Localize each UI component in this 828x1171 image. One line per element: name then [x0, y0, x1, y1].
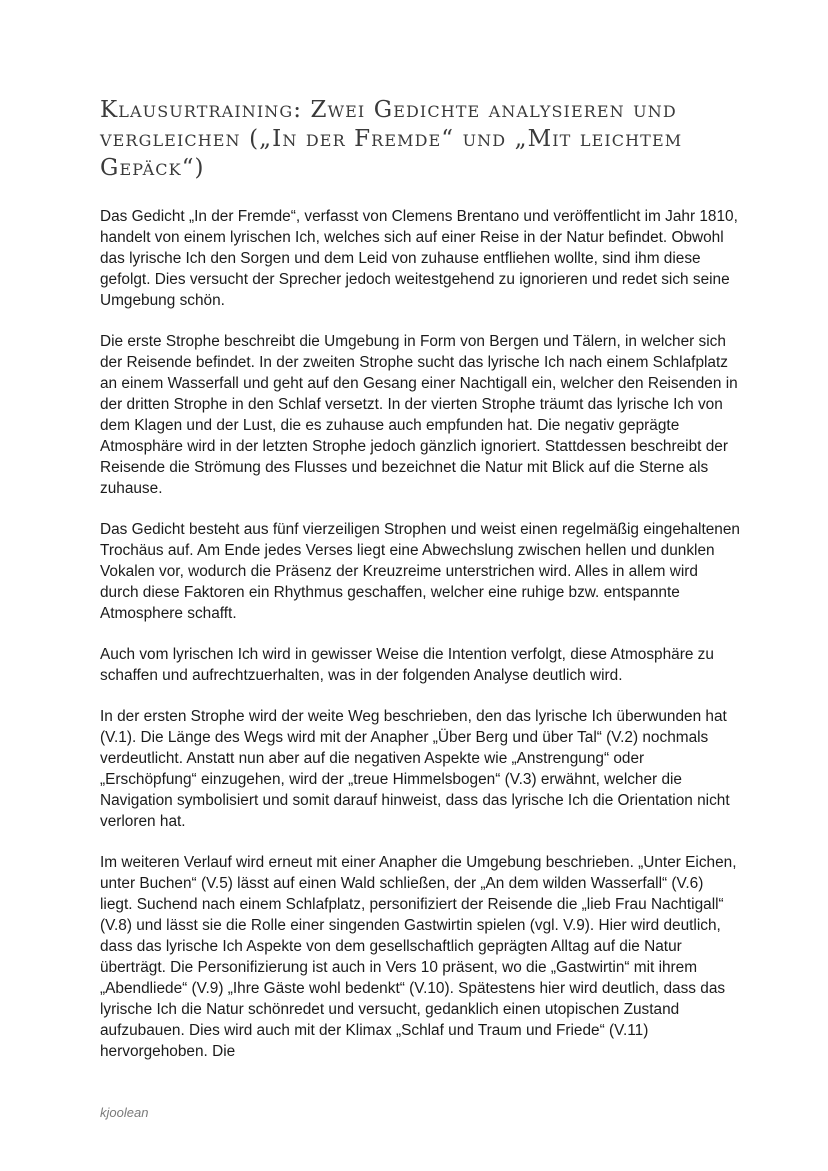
paragraph-stanza-two: Im weiteren Verlauf wird erneut mit einer Anapher die Umgebung beschrieben. „Unter Eichen, unter Buchen“ (V.5) lässt auf einen Wald schließen, der „An dem wilden Wasserfall“ (V.6) liegt. Suchend nach einem Schlafplatz, personifiziert der Reisende die „lieb Frau Nachtigall“ (V.8) und lässt sie die Rolle einer singenden Gastwirtin spielen (vgl. V.9). Hier wird deutlich, dass das lyrische Ich Aspekte von dem gesellschaftlich geprägten Alltag auf die Natur überträgt. Die Personifizierung ist auch in Vers 10 präsent, wo die „Gastwirtin“ mit ihrem „Abendliede“ (V.9) „Ihre Gäste wohl bedenkt“ (V.10). Spätestens hier wird deutlich, dass das lyrische Ich die Natur schönredet und versucht, gedanklich einen utopischen Zustand aufzubauen. Dies wird auch mit der Klimax „Schlaf und Traum und Friede“ (V.11) hervorgehoben. Die [100, 854, 737, 1060]
document-body [100, 206, 740, 1082]
paragraph-content-summary: Die erste Strophe beschreibt die Umgebung in Form von Bergen und Tälern, in welcher sich der Reisende befindet. In der zweiten Strophe sucht das lyrische Ich nach einem Schlafplatz an einem Wasserfall und geht auf den Gesang einer Nachtigall ein, welcher den Reisenden in der dritten Strophe in den Schlaf versetzt. In der vierten Strophe träumt das lyrische Ich von dem Klagen und der Lust, die es zuhause auch empfunden hat. Die negativ geprägte Atmosphäre wird in der letzten Strophe jedoch gänzlich ignoriert. Stattdessen beschreibt der Reisende die Strömung des Flusses und bezeichnet die Natur mit Blick auf die Sterne als zuhause. [100, 333, 738, 497]
document-title: Klausurtraining: Zwei Gedichte analysieren und vergleichen („In der Fremde“ und „Mit leichtem Gepäck“) [100, 97, 683, 181]
paragraph-stanza-one: In der ersten Strophe wird der weite Weg beschrieben, den das lyrische Ich überwunden hat (V.1). Die Länge des Wegs wird mit der Anapher „Über Berg und über Tal“ (V.2) nochmals verdeutlicht. Anstatt nun aber auf die negativen Aspekte wie „Anstrengung“ oder „Erschöpfung“ einzugehen, wird der „treue Himmelsbogen“ (V.3) erwähnt, welcher die Navigation symbolisiert und somit darauf hinweist, dass das lyrische Ich die Orientation nicht verloren hat. [100, 708, 730, 830]
paragraph-intention: Auch vom lyrischen Ich wird in gewisser Weise die Intention verfolgt, diese Atmosphäre zu schaffen und aufrechtzuerhalten, was in der folgenden Analyse deutlich wird. [100, 646, 714, 684]
paragraph-form: Das Gedicht besteht aus fünf vierzeiligen Strophen und weist einen regelmäßig eingehaltenen Trochäus auf. Am Ende jedes Verses liegt eine Abwechslung zwischen hellen und dunklen Vokalen vor, wodurch die Präsenz der Kreuzreime unterstrichen wird. Alles in allem wird durch diese Faktoren ein Rhythmus geschaffen, welcher eine ruhige bzw. entspannte Atmosphere schafft. [100, 521, 740, 622]
author-footer: kjoolean [100, 1105, 149, 1120]
paragraph-intro: Das Gedicht „In der Fremde“, verfasst von Clemens Brentano und veröffentlicht im Jahr 1810, handelt von einem lyrischen Ich, welches sich auf einer Reise in der Natur befindet. Obwohl das lyrische Ich den Sorgen und dem Leid von zuhause entfliehen wollte, sind ihm diese gefolgt. Dies versucht der Sprecher jedoch weitestgehend zu ignorieren und redet sich seine Umgebung schön. [100, 208, 738, 309]
